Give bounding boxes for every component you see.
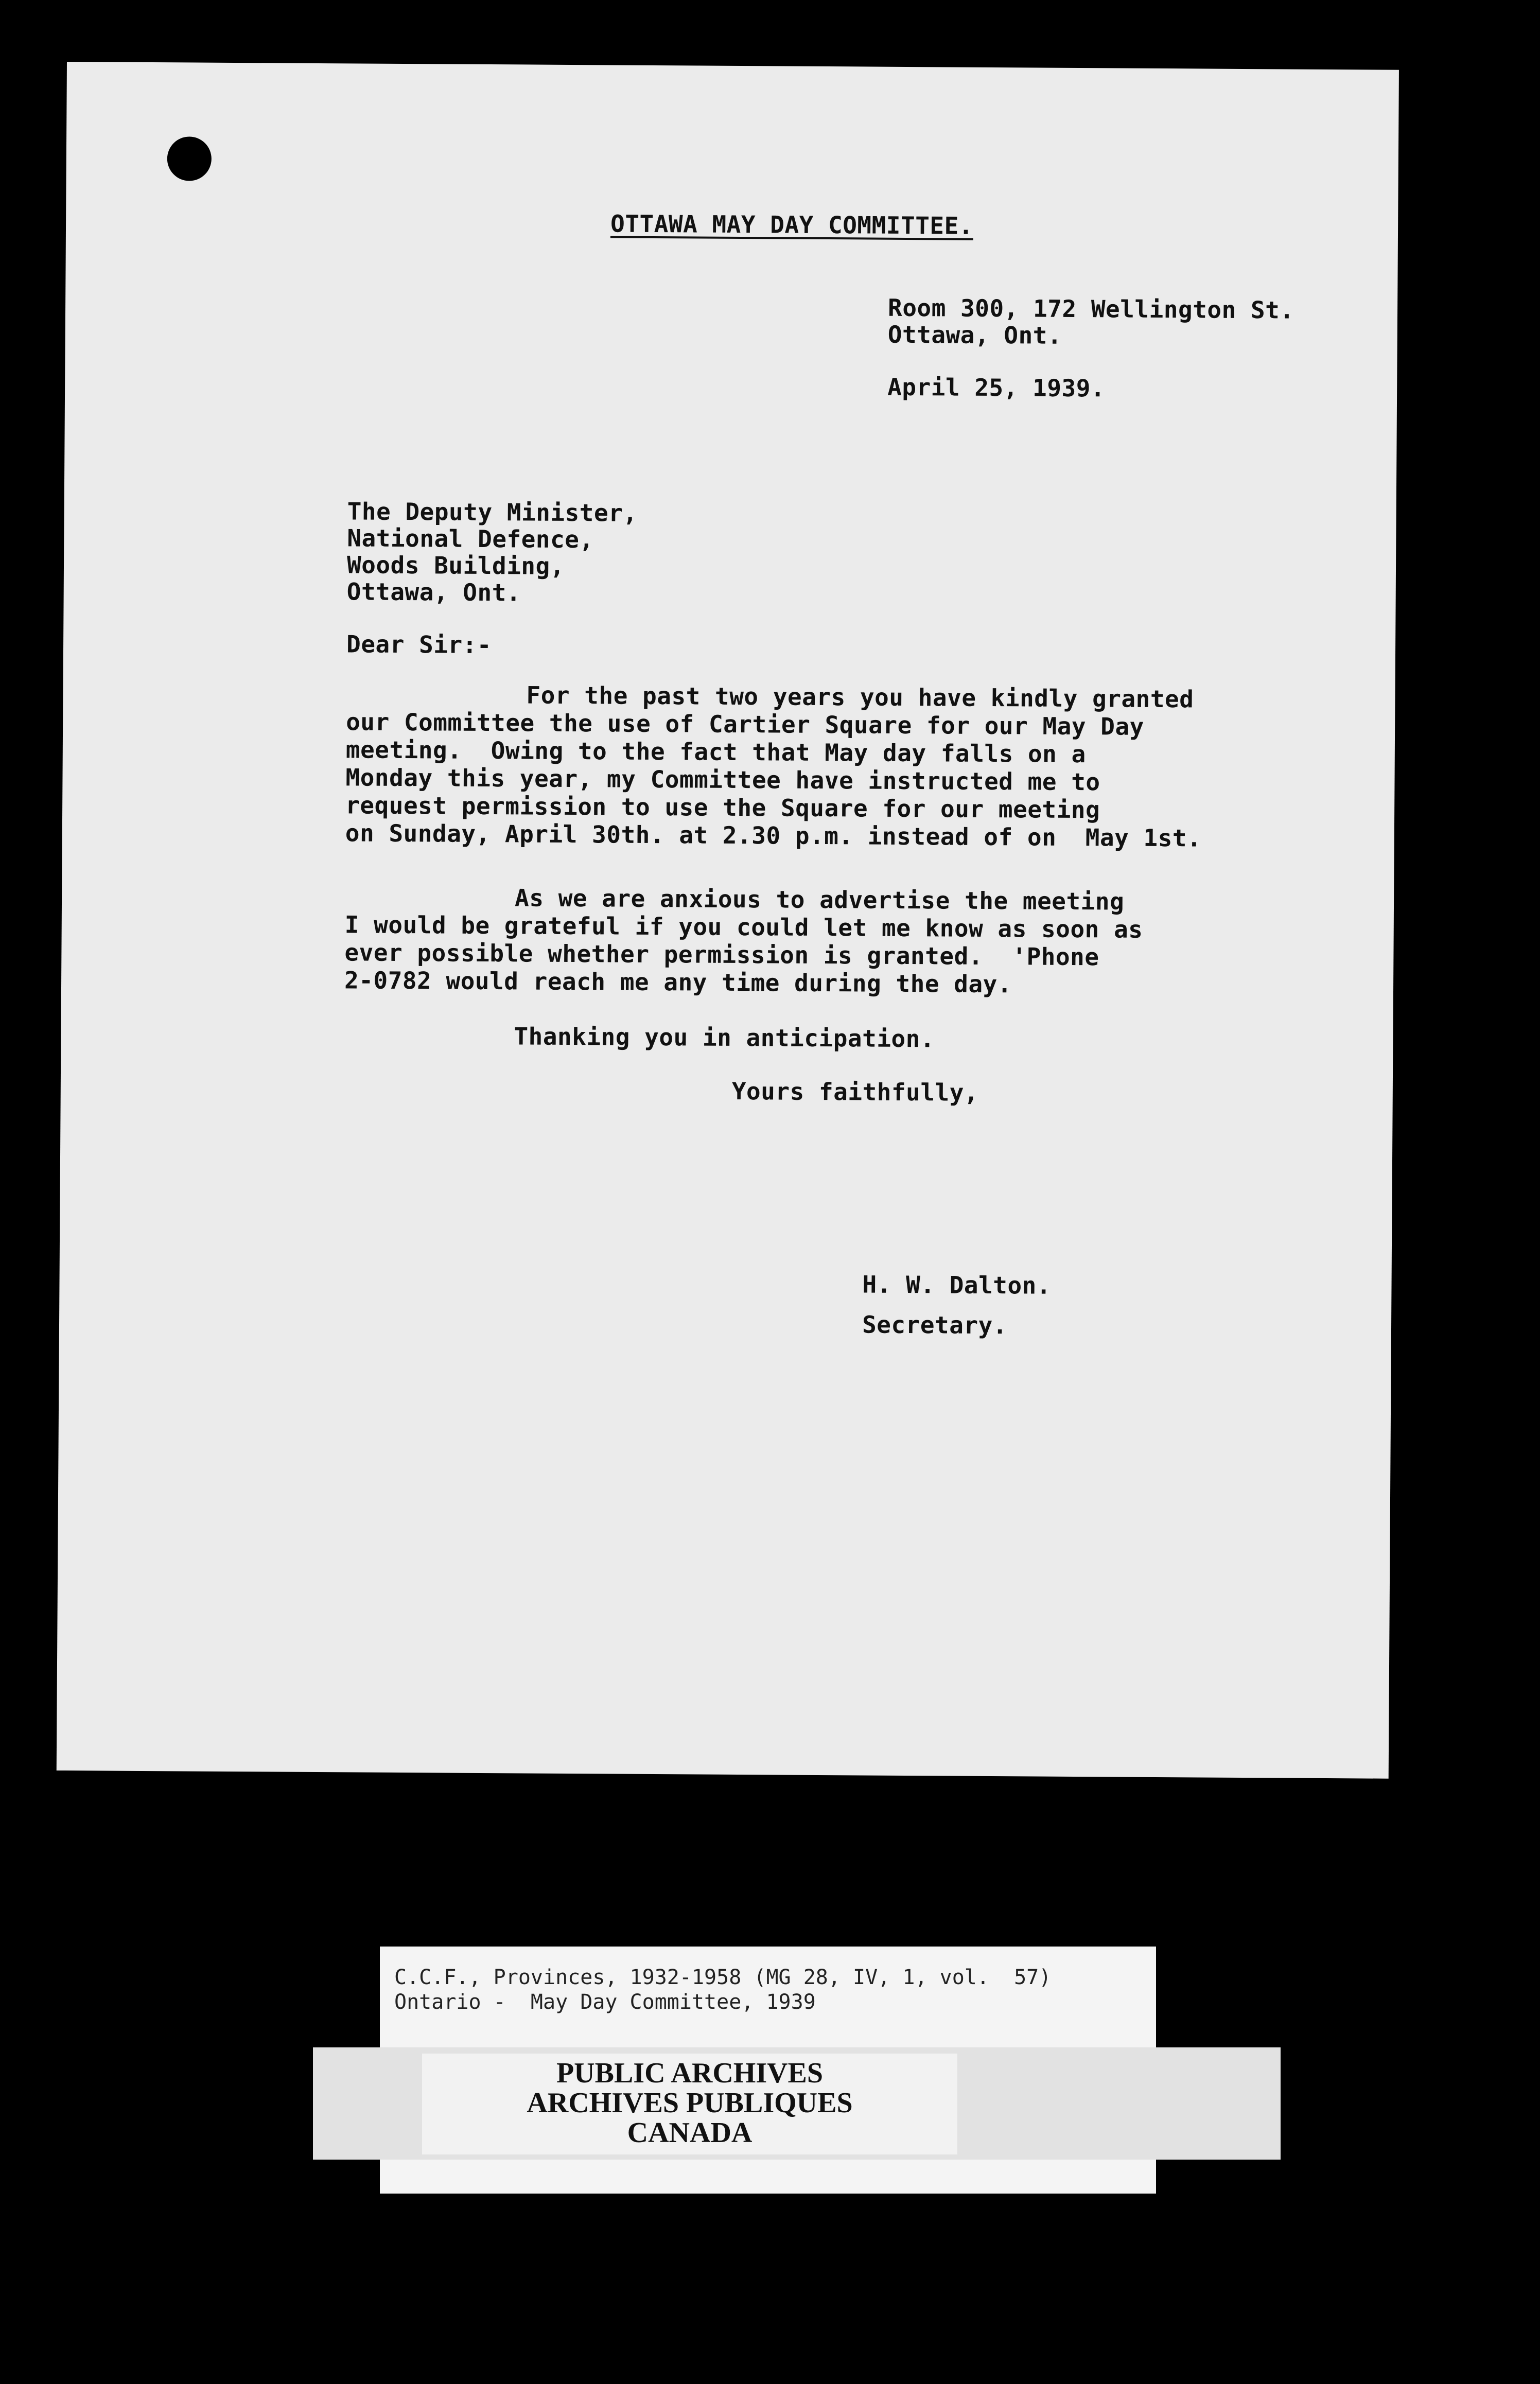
- signer-name: H. W. Dalton.: [862, 1270, 1052, 1300]
- paragraph-line: Monday this year, my Committee have instructed me to: [345, 763, 1100, 796]
- stamp-line-2: ARCHIVES PUBLIQUES: [527, 2087, 853, 2119]
- paragraph-line: 2-0782 would reach me any time during the day.: [344, 966, 1012, 998]
- salutation: Dear Sir:-: [346, 630, 492, 659]
- recipient-line: The Deputy Minister,: [347, 497, 638, 527]
- punch-hole: [167, 136, 212, 181]
- address-line-1: Room 300, 172 Wellington St.: [887, 293, 1294, 324]
- letter-heading: OTTAWA MAY DAY COMMITTEE.: [610, 209, 974, 240]
- address-line-2: Ottawa, Ont.: [887, 320, 1062, 349]
- archives-stamp: [422, 2054, 957, 2154]
- stamp-line-1: PUBLIC ARCHIVES: [556, 2057, 824, 2089]
- recipient-line: Woods Building,: [346, 551, 565, 580]
- closing: Yours faithfully,: [731, 1077, 979, 1107]
- letter-page: [57, 62, 1399, 1779]
- paragraph-line: ever possible whether permission is granted. 'Phone: [344, 938, 1099, 971]
- letter-date: April 25, 1939.: [887, 373, 1106, 402]
- paragraph-line: our Committee the use of Cartier Square for our May Day: [346, 708, 1145, 741]
- paragraph-line: As we are anxious to advertise the meeting: [514, 884, 1125, 916]
- paragraph-line: I would be grateful if you could let me know as soon as: [344, 910, 1143, 943]
- paragraph-line: request permission to use the Square for our meeting: [345, 791, 1100, 824]
- paragraph-line: on Sunday, April 30th. at 2.30 p.m. instead of on May 1st.: [345, 819, 1202, 852]
- signer-title: Secretary.: [862, 1310, 1008, 1340]
- paragraph-line: For the past two years you have kindly granted: [526, 681, 1194, 713]
- thanks-line: Thanking you in anticipation.: [514, 1022, 935, 1053]
- paragraph-line: meeting. Owing to the fact that May day falls on a: [345, 735, 1086, 768]
- archive-label-line-2: Ontario - May Day Committee, 1939: [394, 1990, 816, 2014]
- stamp-line-3: CANADA: [627, 2117, 752, 2149]
- archive-label-line-1: C.C.F., Provinces, 1932-1958 (MG 28, IV, 1, vol. 57): [394, 1966, 1052, 1989]
- recipient-line: Ottawa, Ont.: [346, 577, 521, 607]
- recipient-line: National Defence,: [347, 524, 594, 554]
